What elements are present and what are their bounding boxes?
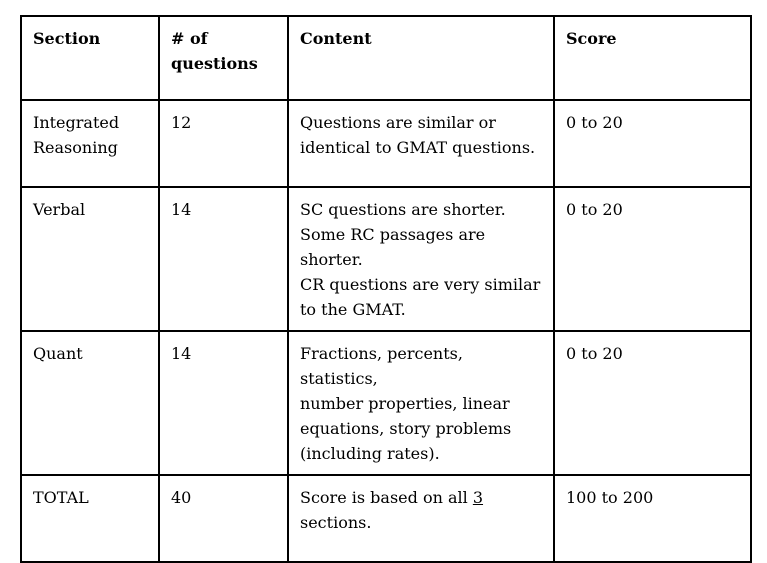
questions-cell: 40 <box>159 475 288 562</box>
questions-cell: 12 <box>159 100 288 187</box>
section-cell: Integrated Reasoning <box>21 100 159 187</box>
table-header-row <box>21 16 751 100</box>
row-total <box>21 475 751 562</box>
content-text: Score is based on all <box>300 488 473 507</box>
content-cell: Questions are similar or identical to GMAT questions. <box>288 100 554 187</box>
questions-cell: 14 <box>159 187 288 331</box>
score-cell: 0 to 20 <box>554 100 751 187</box>
content-cell: SC questions are shorter. Some RC passages are shorter. CR questions are very similar to the GMAT. <box>288 187 554 331</box>
header-section: Section <box>21 16 159 100</box>
content-cell: Fractions, percents, statistics, number properties, linear equations, story problems (including rates). <box>288 331 554 475</box>
questions-cell: 14 <box>159 331 288 475</box>
content-line: sections. <box>300 513 372 532</box>
row-integrated-reasoning <box>21 100 751 187</box>
exam-structure-table <box>20 15 752 563</box>
header-content: Content <box>288 16 554 100</box>
content-cell <box>288 475 554 562</box>
underlined-number: 3 <box>472 488 484 507</box>
row-verbal <box>21 187 751 331</box>
section-cell: TOTAL <box>21 475 159 562</box>
header-num-questions: # of questions <box>159 16 288 100</box>
score-cell: 100 to 200 <box>554 475 751 562</box>
row-quant <box>21 331 751 475</box>
score-cell: 0 to 20 <box>554 331 751 475</box>
header-score: Score <box>554 16 751 100</box>
score-cell: 0 to 20 <box>554 187 751 331</box>
section-cell: Verbal <box>21 187 159 331</box>
section-cell: Quant <box>21 331 159 475</box>
content-line <box>300 485 545 510</box>
